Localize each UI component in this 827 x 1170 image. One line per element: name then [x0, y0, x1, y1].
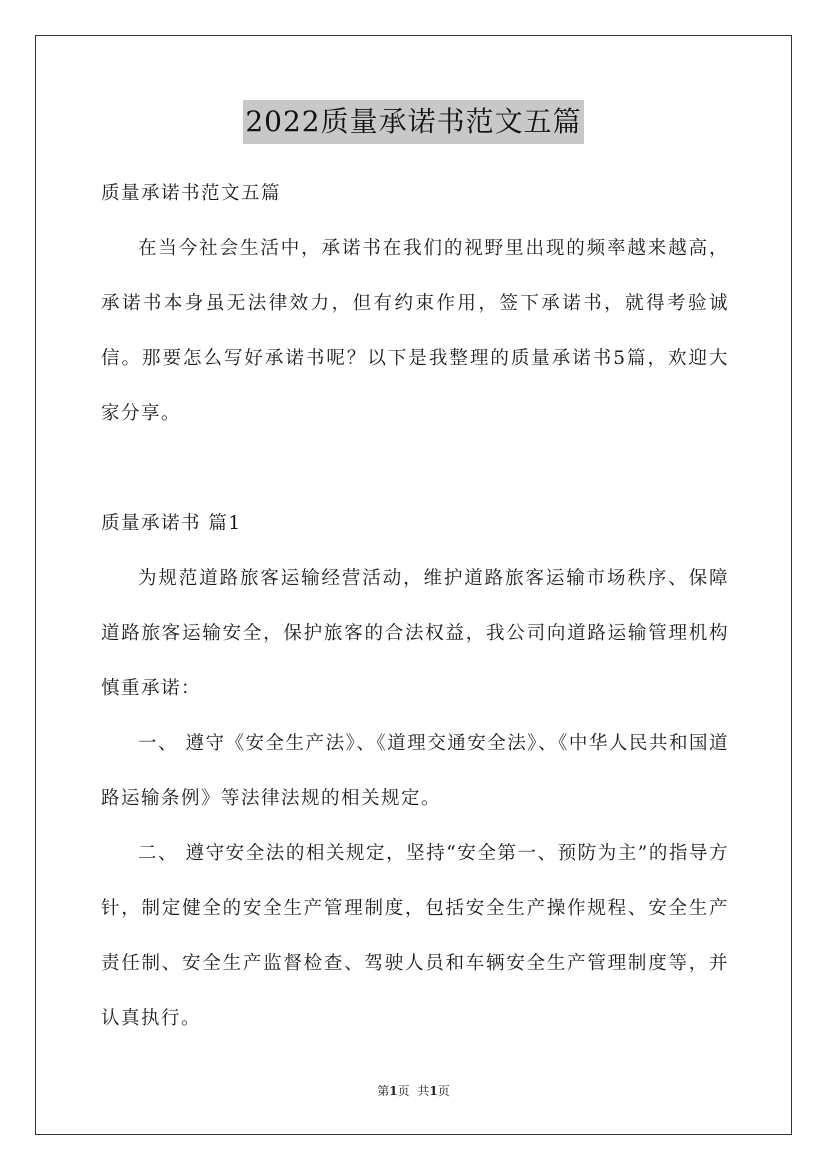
- title-wrap: [0, 100, 827, 144]
- page-number: 1: [389, 1084, 398, 1098]
- subtitle-paragraph: 质量承诺书范文五篇: [101, 183, 282, 204]
- document-body: [101, 166, 729, 1046]
- total-prefix: 共: [417, 1084, 430, 1098]
- document-title: 2022质量承诺书范文五篇: [243, 100, 583, 144]
- body-paragraph: 为规范道路旅客运输经营活动，维护道路旅客运输市场秩序、保障道路旅客运输安全，保护旅客的合法权益，我公司向道路运输管理机构慎重承诺：: [101, 568, 729, 699]
- page-footer: [0, 1083, 827, 1099]
- list-item-2: 二、 遵守安全法的相关规定，坚持“安全第一、预防为主”的指导方针，制定健全的安全生产管理制度，包括安全生产操作规程、安全生产责任制、安全生产监督检查、驾驶人员和车辆安全生产管理制度等，并认真执行。: [101, 843, 729, 1029]
- total-pages: 1: [429, 1084, 438, 1098]
- blank-line: [101, 441, 729, 496]
- page-suffix: 页: [397, 1084, 410, 1098]
- list-item-1: 一、 遵守《安全生产法》、《道理交通安全法》、《中华人民共和国道路运输条例》等法律法规的相关规定。: [101, 733, 729, 809]
- total-suffix: 页: [437, 1084, 450, 1098]
- intro-paragraph: 在当今社会生活中，承诺书在我们的视野里出现的频率越来越高，承诺书本身虽无法律效力，但有约束作用，签下承诺书，就得考验诚信。那要怎么写好承诺书呢？以下是我整理的质量承诺书5篇，欢迎大家分享。: [101, 238, 729, 424]
- page-prefix: 第: [377, 1084, 390, 1098]
- section-heading: 质量承诺书 篇1: [101, 513, 242, 534]
